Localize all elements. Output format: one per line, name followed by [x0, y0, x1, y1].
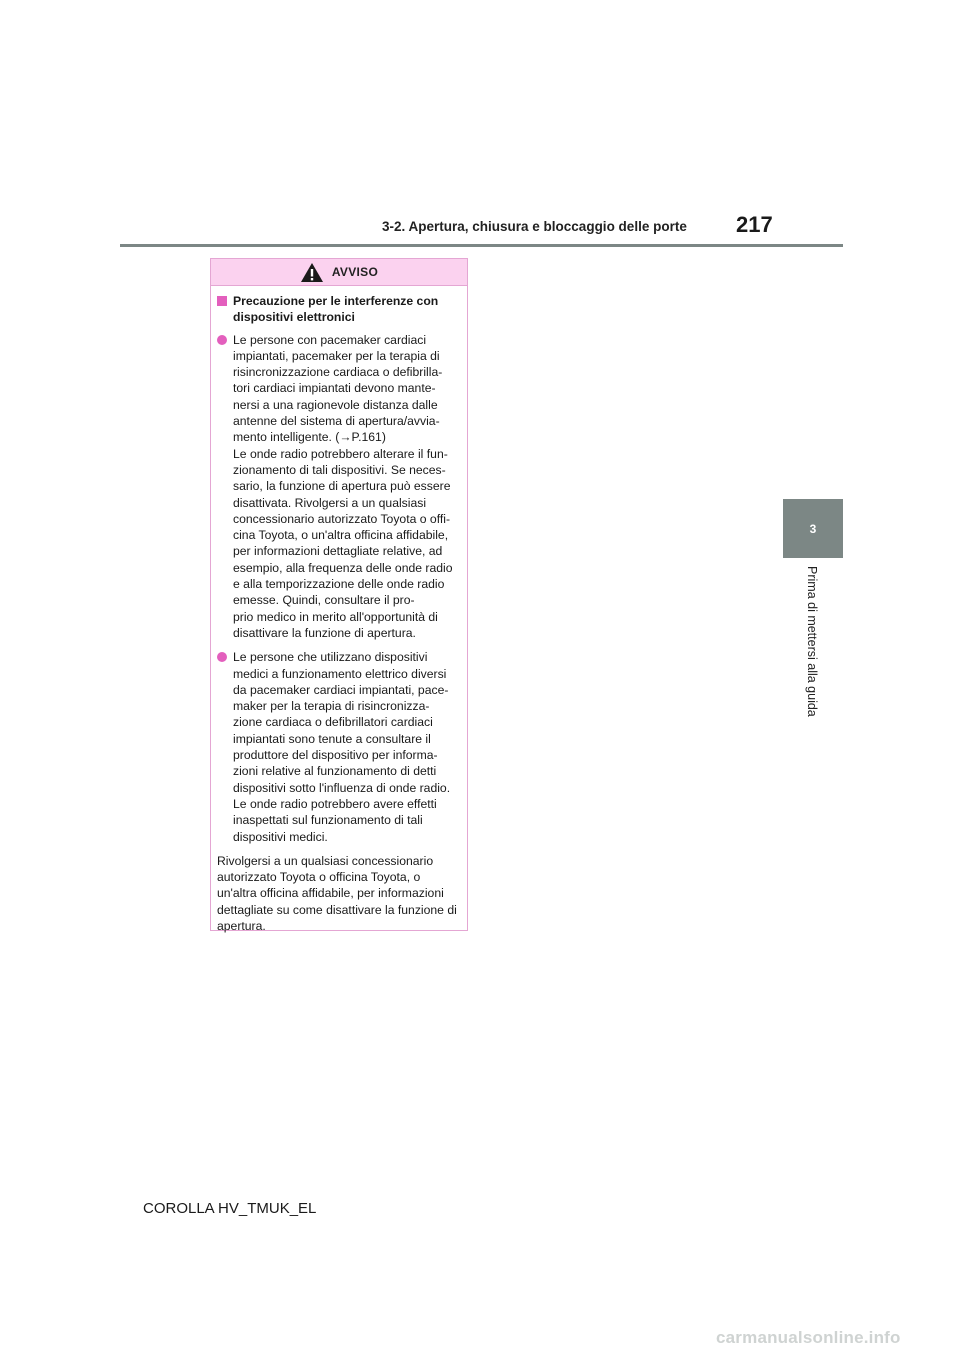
header-rule: [120, 244, 843, 247]
warning-triangle-icon: [300, 262, 324, 283]
warning-subheading: [217, 293, 461, 326]
square-bullet-icon: [217, 296, 227, 306]
warning-title: AVVISO: [331, 265, 379, 279]
bullet-text: Le persone che utilizzano dispositivi medici a funzionamento elettrico diversi da pacemaker cardiaci impiantati, pace- maker per la terapia di risincronizza- zione cardiaca o defibrillatori cardiaci impiantati sono tenute a consultare il produttore del dispositivo per informa- zioni relative al funzionamento di detti dispositivi sotto l'influenza di onde radio. Le onde radio potrebbero avere effetti inaspettati sul funzionamento di tali dispositivi medici.: [233, 650, 451, 844]
subheading-text: Precauzione per le interferenze con dispositivi elettronici: [233, 294, 439, 325]
warning-header: [211, 259, 467, 286]
bullet-text: Le persone con pacemaker cardiaci impiantati, pacemaker per la terapia di risincronizzazione cardiaca o defibrilla- tori cardiaci impiantati devono mante- nersi a una ragionevole distanza dalle antenne del sistema di apertura/avvia- mento intelligente. (→P.161) Le onde radio potrebbero alterare il fun- zionamento di tali dispositivi. Se neces- sario, la funzione di apertura può essere disattivata. Rivolgersi a un qualsiasi concessionario autorizzato Toyota o offi- cina Toyota, o un'altra officina affidabile, per informazioni dettagliate relative, ad esempio, alla frequenza delle onde radio e alla temporizzazione delle onde radio emesse. Quindi, consultare il pro- prio medico in merito all'opportunità di disattivare la funzione di apertura.: [233, 332, 453, 640]
watermark: carmanualsonline.info: [716, 1328, 901, 1347]
warning-box: [210, 258, 468, 931]
chapter-label: Prima di mettersi alla guida: [805, 566, 819, 717]
chapter-tab: [783, 499, 843, 558]
page-number: 217: [736, 212, 773, 237]
dot-bullet-icon: [217, 335, 227, 345]
bullet-item: [217, 332, 461, 642]
section-title: 3-2. Apertura, chiusura e bloccaggio delle porte: [382, 219, 687, 234]
dot-bullet-icon: [217, 652, 227, 662]
model-code: COROLLA HV_TMUK_EL: [143, 1200, 317, 1217]
bullet-item: [217, 649, 461, 845]
warning-body: [211, 286, 467, 934]
closing-paragraph: Rivolgersi a un qualsiasi concessionario autorizzato Toyota o officina Toyota, o un'altra officina affidabile, per informazioni dettagliate su come disattivare la funzione di apertura.: [217, 853, 457, 933]
chapter-number: 3: [809, 521, 817, 536]
